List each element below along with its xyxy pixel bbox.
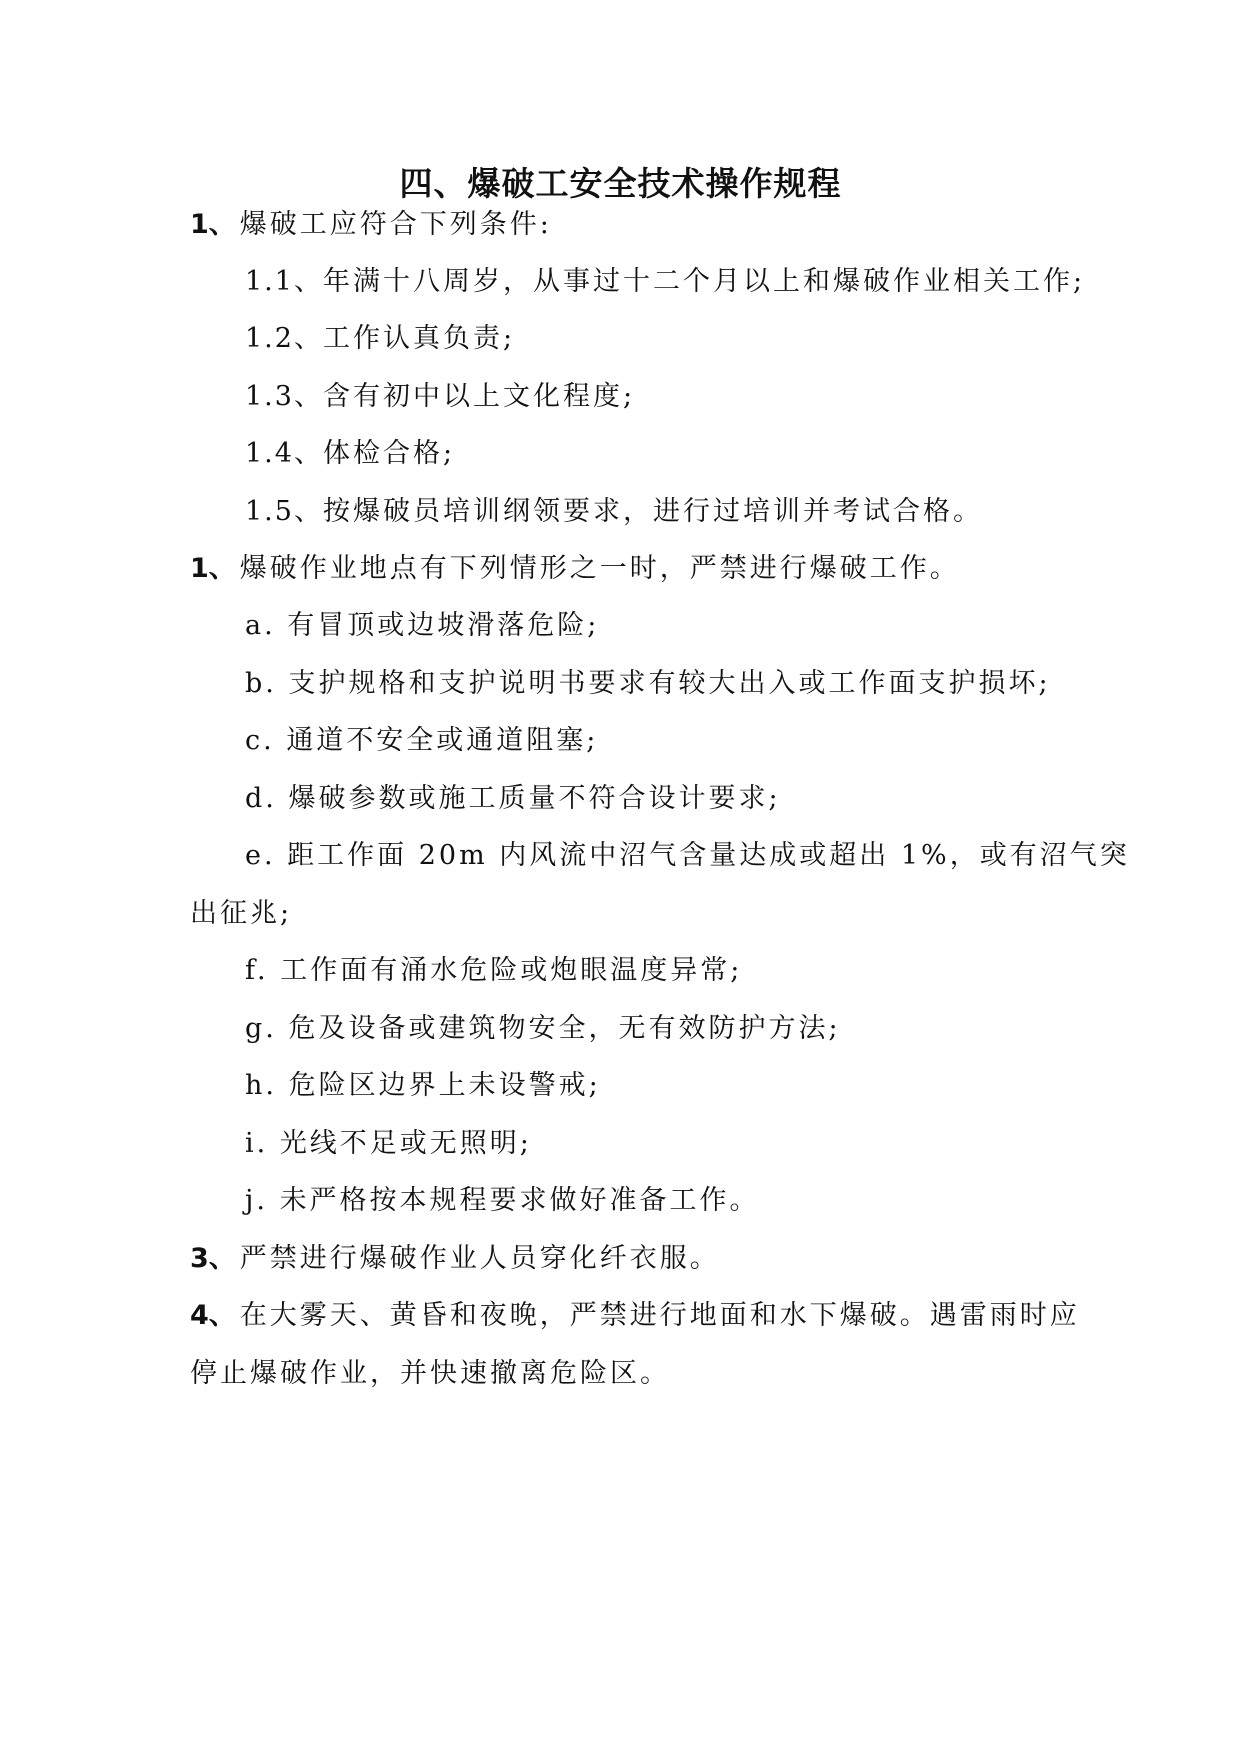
item-label: 1.3、 xyxy=(245,381,323,412)
item-label: 1.5、 xyxy=(245,496,323,527)
item-label: d. xyxy=(245,783,277,814)
item-text: 通道不安全或通道阻塞; xyxy=(286,725,599,756)
section-text: 严禁进行爆破作业人员穿化纤衣服。 xyxy=(239,1243,720,1274)
item-text: 按爆破员培训纲领要求，进行过培训并考试合格。 xyxy=(322,496,983,527)
item-text: 工作认真负责; xyxy=(322,323,516,354)
item-text: 爆破参数或施工质量不符合设计要求; xyxy=(288,783,781,814)
list-item xyxy=(245,495,983,529)
item-label: 1.2、 xyxy=(245,323,323,354)
list-item xyxy=(245,667,1051,701)
item-label: b. xyxy=(245,668,277,699)
section-number: 1、 xyxy=(190,553,236,584)
section-number: 4、 xyxy=(190,1300,236,1331)
item-text: 光线不足或无照明; xyxy=(279,1128,532,1159)
list-item xyxy=(245,1127,532,1161)
item-label: 1.4、 xyxy=(245,438,323,469)
list-item xyxy=(245,1012,841,1046)
item-text: 危及设备或建筑物安全，无有效防护方法; xyxy=(288,1013,841,1044)
item-label: h. xyxy=(245,1070,277,1101)
list-item xyxy=(245,1069,601,1103)
section-number: 3、 xyxy=(190,1243,236,1274)
item-label: e. xyxy=(245,840,276,871)
item-text: 工作面有涌水危险或炮眼温度异常; xyxy=(280,955,743,986)
list-item xyxy=(245,1184,760,1218)
item-text: 危险区边界上未设警戒; xyxy=(288,1070,601,1101)
section-text: 爆破作业地点有下列情形之一时，严禁进行爆破工作。 xyxy=(239,553,960,584)
item-text: 距工作面 20m 内风流中沼气含量达成或超出 1%，或有沼气突 xyxy=(287,840,1130,871)
section-number: 1、 xyxy=(190,209,236,240)
section-3-heading xyxy=(190,1242,720,1276)
item-text: 含有初中以上文化程度; xyxy=(322,381,636,412)
list-item-continuation: 出征兆; xyxy=(190,898,293,929)
item-text: 未严格按本规程要求做好准备工作。 xyxy=(279,1185,760,1216)
list-item xyxy=(245,954,742,988)
list-item xyxy=(245,322,515,356)
list-item xyxy=(245,782,781,816)
list-item xyxy=(245,265,1085,299)
document-title: 四、爆破工安全技术操作规程 xyxy=(399,164,842,203)
section-4-continuation: 停止爆破作业，并快速撤离危险区。 xyxy=(190,1358,670,1389)
list-item xyxy=(245,839,1130,873)
list-item xyxy=(245,609,599,643)
item-label: 1.1、 xyxy=(245,266,323,297)
list-item xyxy=(245,380,635,414)
section-4-heading xyxy=(190,1299,1080,1333)
item-label: f. xyxy=(245,955,269,986)
item-text: 年满十八周岁，从事过十二个月以上和爆破作业相关工作; xyxy=(322,266,1086,297)
item-label: g. xyxy=(245,1013,277,1044)
section-2-heading xyxy=(190,552,960,586)
section-text: 在大雾天、黄昏和夜晚，严禁进行地面和水下爆破。遇雷雨时应 xyxy=(239,1300,1080,1331)
section-1-heading xyxy=(190,208,552,242)
list-item xyxy=(245,724,598,758)
list-item xyxy=(245,437,455,471)
item-label: j. xyxy=(245,1185,268,1216)
item-label: c. xyxy=(245,725,275,756)
item-text: 有冒顶或边坡滑落危险; xyxy=(287,610,600,641)
item-label: a. xyxy=(245,610,276,641)
item-text: 支护规格和支护说明书要求有较大出入或工作面支护损坏; xyxy=(288,668,1051,699)
item-text: 体检合格; xyxy=(322,438,456,469)
section-text: 爆破工应符合下列条件: xyxy=(239,209,552,240)
item-label: i. xyxy=(245,1128,269,1159)
